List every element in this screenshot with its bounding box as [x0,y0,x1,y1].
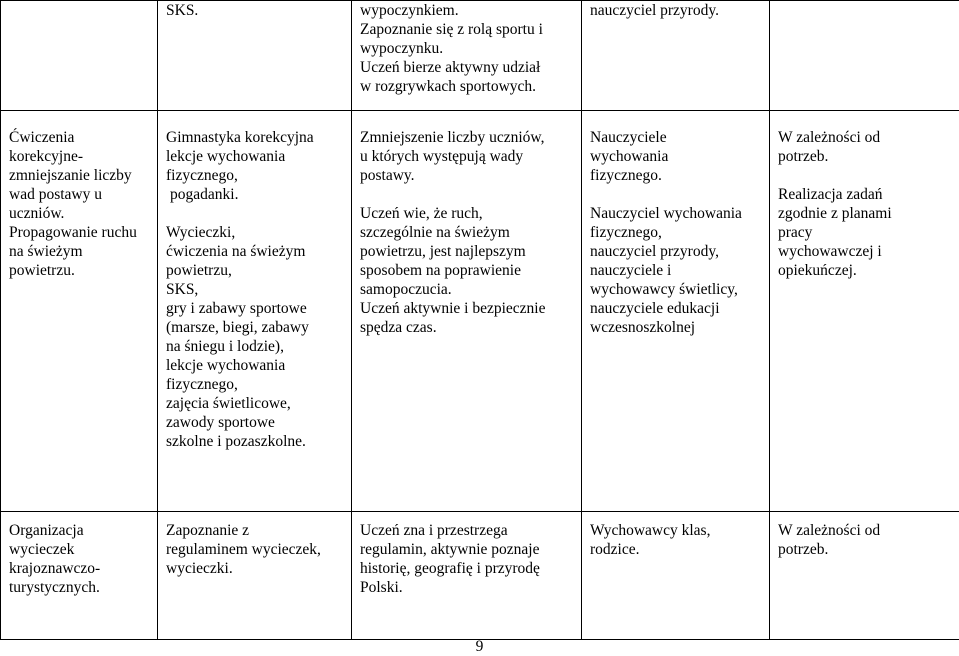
cell-line: zgodnie z planami [778,204,951,223]
cell-top-2 [158,1,352,111]
cell-bottom-2 [158,512,352,640]
cell-line: Wycieczki, [166,223,343,242]
cell-line: postawy. [360,166,573,185]
cell-line: zawody sportowe [166,413,343,432]
cell-line: Nauczyciele [590,128,761,147]
table-row-middle [1,111,959,512]
cell-line: szczególnie na świeżym [360,223,573,242]
cell-line: fizycznego. [590,166,761,185]
cell-line: Organizacja [9,521,149,540]
cell-line: Realizacja zadań [778,185,951,204]
cell-line: samopoczucia. [360,280,573,299]
cell-line: gry i zabawy sportowe [166,299,343,318]
cell-line: zmniejszanie liczby [9,166,149,185]
table-row-top [1,1,959,111]
cell-line: krajoznawczo- [9,559,149,578]
cell-bottom-1 [1,512,158,640]
cell-line: wycieczek [9,540,149,559]
page-number: 9 [0,637,959,656]
cell-line: Polski. [360,578,573,597]
cell-line: pogadanki. [166,185,343,204]
cell-top-3 [352,1,582,111]
cell-line: potrzeb. [778,540,951,559]
cell-top-1 [1,1,158,111]
cell-line: Uczeń zna i przestrzega [360,521,573,540]
cell-line: wychowawczej i [778,242,951,261]
cell-line: zajęcia świetlicowe, [166,394,343,413]
cell-bottom-4 [582,512,770,640]
cell-line: nauczyciel przyrody. [590,1,761,20]
cell-line: W zależności od [778,128,951,147]
cell-line: Zapoznanie się z rolą sportu i [360,20,573,39]
cell-line: spędza czas. [360,318,573,337]
cell-line: powietrzu, [166,261,343,280]
cell-line: nauczyciele i [590,261,761,280]
cell-line: Nauczyciel wychowania [590,204,761,223]
cell-line: na świeżym [9,242,149,261]
cell-mid-1 [1,111,158,512]
cell-bottom-5 [770,512,959,640]
cell-line: Zmniejszenie liczby uczniów, [360,128,573,147]
cell-line: Zapoznanie z [166,521,343,540]
cell-line: SKS. [166,1,343,20]
cell-line: turystycznych. [9,578,149,597]
cell-line: wczesnoszkolnej [590,318,761,337]
cell-top-5 [770,1,959,111]
cell-line: wychowawcy świetlicy, [590,280,761,299]
cell-line: sposobem na poprawienie [360,261,573,280]
cell-line: powietrzu, jest najlepszym [360,242,573,261]
cell-line: lekcje wychowania [166,147,343,166]
cell-line: Uczeń bierze aktywny udział [360,58,573,77]
cell-line: pracy [778,223,951,242]
cell-line: historię, geografię i przyrodę [360,559,573,578]
cell-line: potrzeb. [778,147,951,166]
cell-line: na śniegu i lodzie), [166,337,343,356]
cell-line: W zależności od [778,521,951,540]
cell-line: wad postawy u [9,185,149,204]
cell-line: korekcyjne- [9,147,149,166]
cell-line: fizycznego, [166,166,343,185]
cell-line: u których występują wady [360,147,573,166]
cell-line: w rozgrywkach sportowych. [360,77,573,96]
cell-line: ćwiczenia na świeżym [166,242,343,261]
cell-line: lekcje wychowania [166,356,343,375]
cell-line: fizycznego, [166,375,343,394]
cell-line: uczniów. [9,204,149,223]
cell-mid-3 [352,111,582,512]
cell-mid-4 [582,111,770,512]
cell-bottom-3 [352,512,582,640]
cell-top-4 [582,1,770,111]
cell-line: wycieczki. [166,559,343,578]
cell-line: wychowania [590,147,761,166]
cell-line: nauczyciele edukacji [590,299,761,318]
cell-line: rodzice. [590,540,761,559]
cell-line: (marsze, biegi, zabawy [166,318,343,337]
cell-line: Propagowanie ruchu [9,223,149,242]
cell-mid-2 [158,111,352,512]
cell-line: SKS, [166,280,343,299]
cell-line: szkolne i pozaszkolne. [166,432,343,451]
cell-line: Gimnastyka korekcyjna [166,128,343,147]
cell-mid-5 [770,111,959,512]
cell-line: wypoczynku. [360,39,573,58]
cell-line: fizycznego, [590,223,761,242]
cell-line: Wychowawcy klas, [590,521,761,540]
cell-line: powietrzu. [9,261,149,280]
cell-line: regulaminem wycieczek, [166,540,343,559]
table-row-bottom [1,512,959,640]
cell-line: Uczeń aktywnie i bezpiecznie [360,299,573,318]
cell-line: regulamin, aktywnie poznaje [360,540,573,559]
cell-line: wypoczynkiem. [360,1,573,20]
cell-line: opiekuńczej. [778,261,951,280]
cell-line: Uczeń wie, że ruch, [360,204,573,223]
cell-line: Ćwiczenia [9,128,149,147]
cell-line: nauczyciel przyrody, [590,242,761,261]
